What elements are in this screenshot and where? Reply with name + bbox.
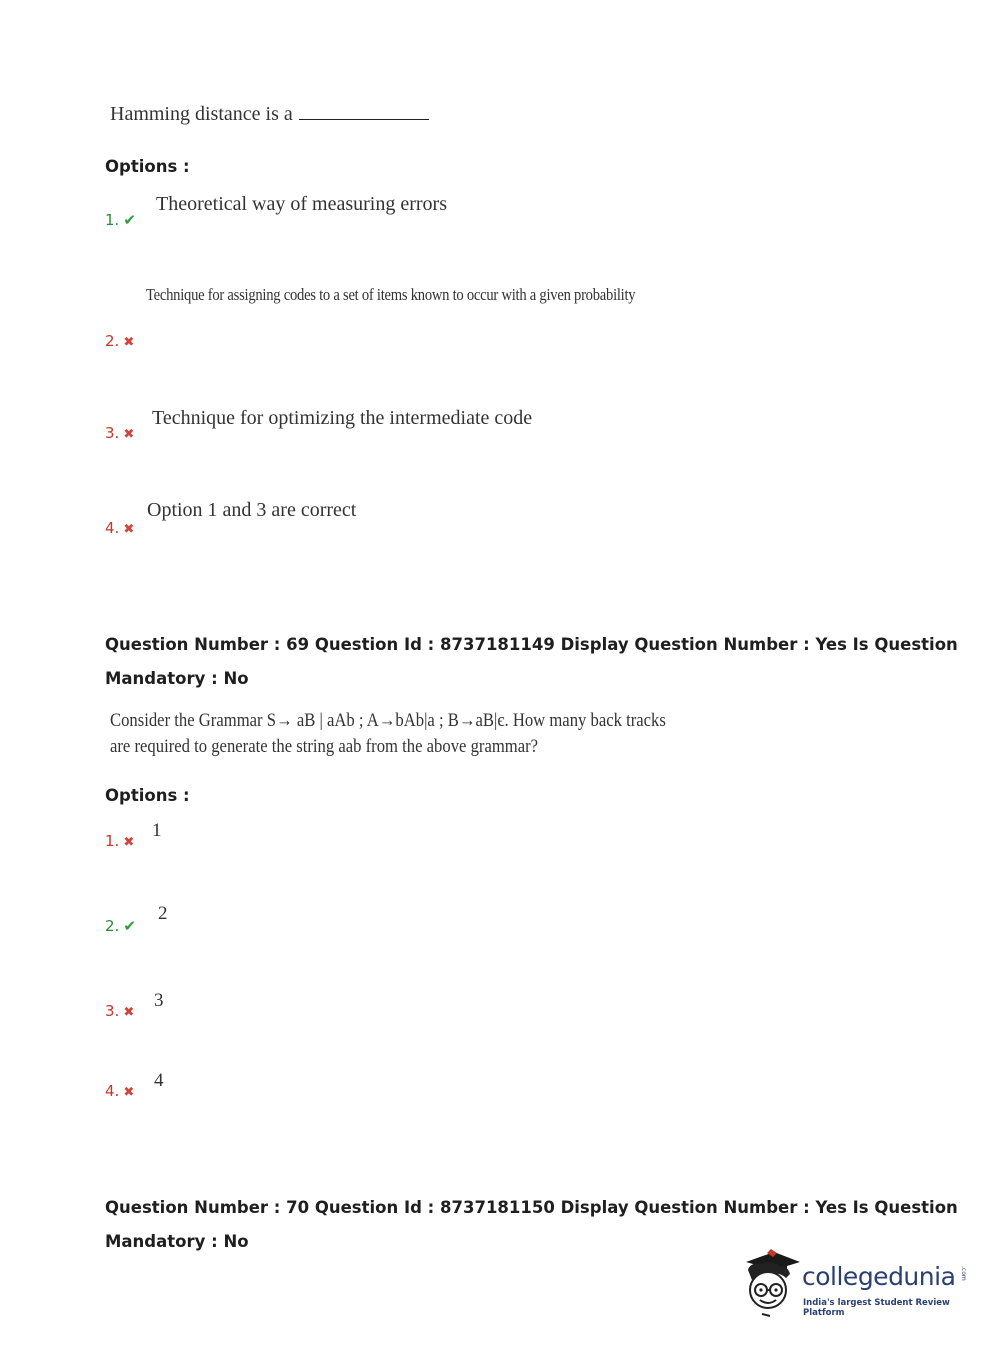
option-number: 4. ✖	[105, 1082, 135, 1100]
logo-tagline: India's largest Student Review Platform	[803, 1298, 950, 1318]
option-text: Theoretical way of measuring errors	[156, 193, 447, 215]
logo-suffix: .com	[960, 1266, 967, 1281]
question-header-mandatory: Mandatory : No	[105, 1232, 249, 1251]
option-text: Option 1 and 3 are correct	[147, 499, 357, 521]
correct-check-icon: ✔	[123, 211, 136, 229]
option-number: 2. ✖	[105, 332, 135, 350]
option-number: 3. ✖	[105, 1002, 135, 1020]
wrong-cross-icon: ✖	[123, 1005, 135, 1020]
option-number: 1. ✖	[105, 832, 135, 850]
option-text: 1	[152, 820, 162, 841]
option-text: Technique for optimizing the intermediate code	[152, 407, 533, 429]
answer-blank	[299, 105, 429, 120]
option-text: 2	[158, 903, 168, 924]
wrong-cross-icon: ✖	[123, 835, 135, 850]
question-stem-line: Consider the Grammar S→ aB | aAb ; A→bAb|a ; B→aB|є. How many back tracks	[110, 711, 666, 731]
question-header-mandatory: Mandatory : No	[105, 669, 249, 688]
wrong-cross-icon: ✖	[123, 1085, 135, 1100]
question-header: Question Number : 70 Question Id : 8737181150 Display Question Number : Yes Is Question	[105, 1198, 958, 1217]
option-text: 3	[154, 990, 164, 1011]
question-stem	[110, 103, 429, 126]
option-number: 4. ✖	[105, 519, 135, 537]
options-label: Options :	[105, 157, 190, 176]
option-number: 2. ✔	[105, 917, 136, 935]
question-stem	[110, 708, 666, 760]
mascot-icon	[740, 1248, 802, 1318]
wrong-cross-icon: ✖	[123, 335, 135, 350]
wrong-cross-icon: ✖	[123, 522, 135, 537]
correct-check-icon: ✔	[123, 917, 136, 935]
question-stem-text: Hamming distance is a	[110, 103, 293, 125]
option-number: 1. ✔	[105, 211, 136, 229]
logo-brand-text: collegedunia	[802, 1262, 956, 1291]
question-stem-line: are required to generate the string aab from the above grammar?	[110, 737, 539, 757]
option-text: 4	[154, 1070, 164, 1091]
wrong-cross-icon: ✖	[123, 427, 135, 442]
question-header: Question Number : 69 Question Id : 8737181149 Display Question Number : Yes Is Question	[105, 635, 958, 654]
option-text: Technique for assigning codes to a set of items known to occur with a given probability	[146, 285, 636, 304]
option-number: 3. ✖	[105, 424, 135, 442]
collegedunia-logo	[740, 1248, 980, 1318]
options-label: Options :	[105, 786, 190, 805]
